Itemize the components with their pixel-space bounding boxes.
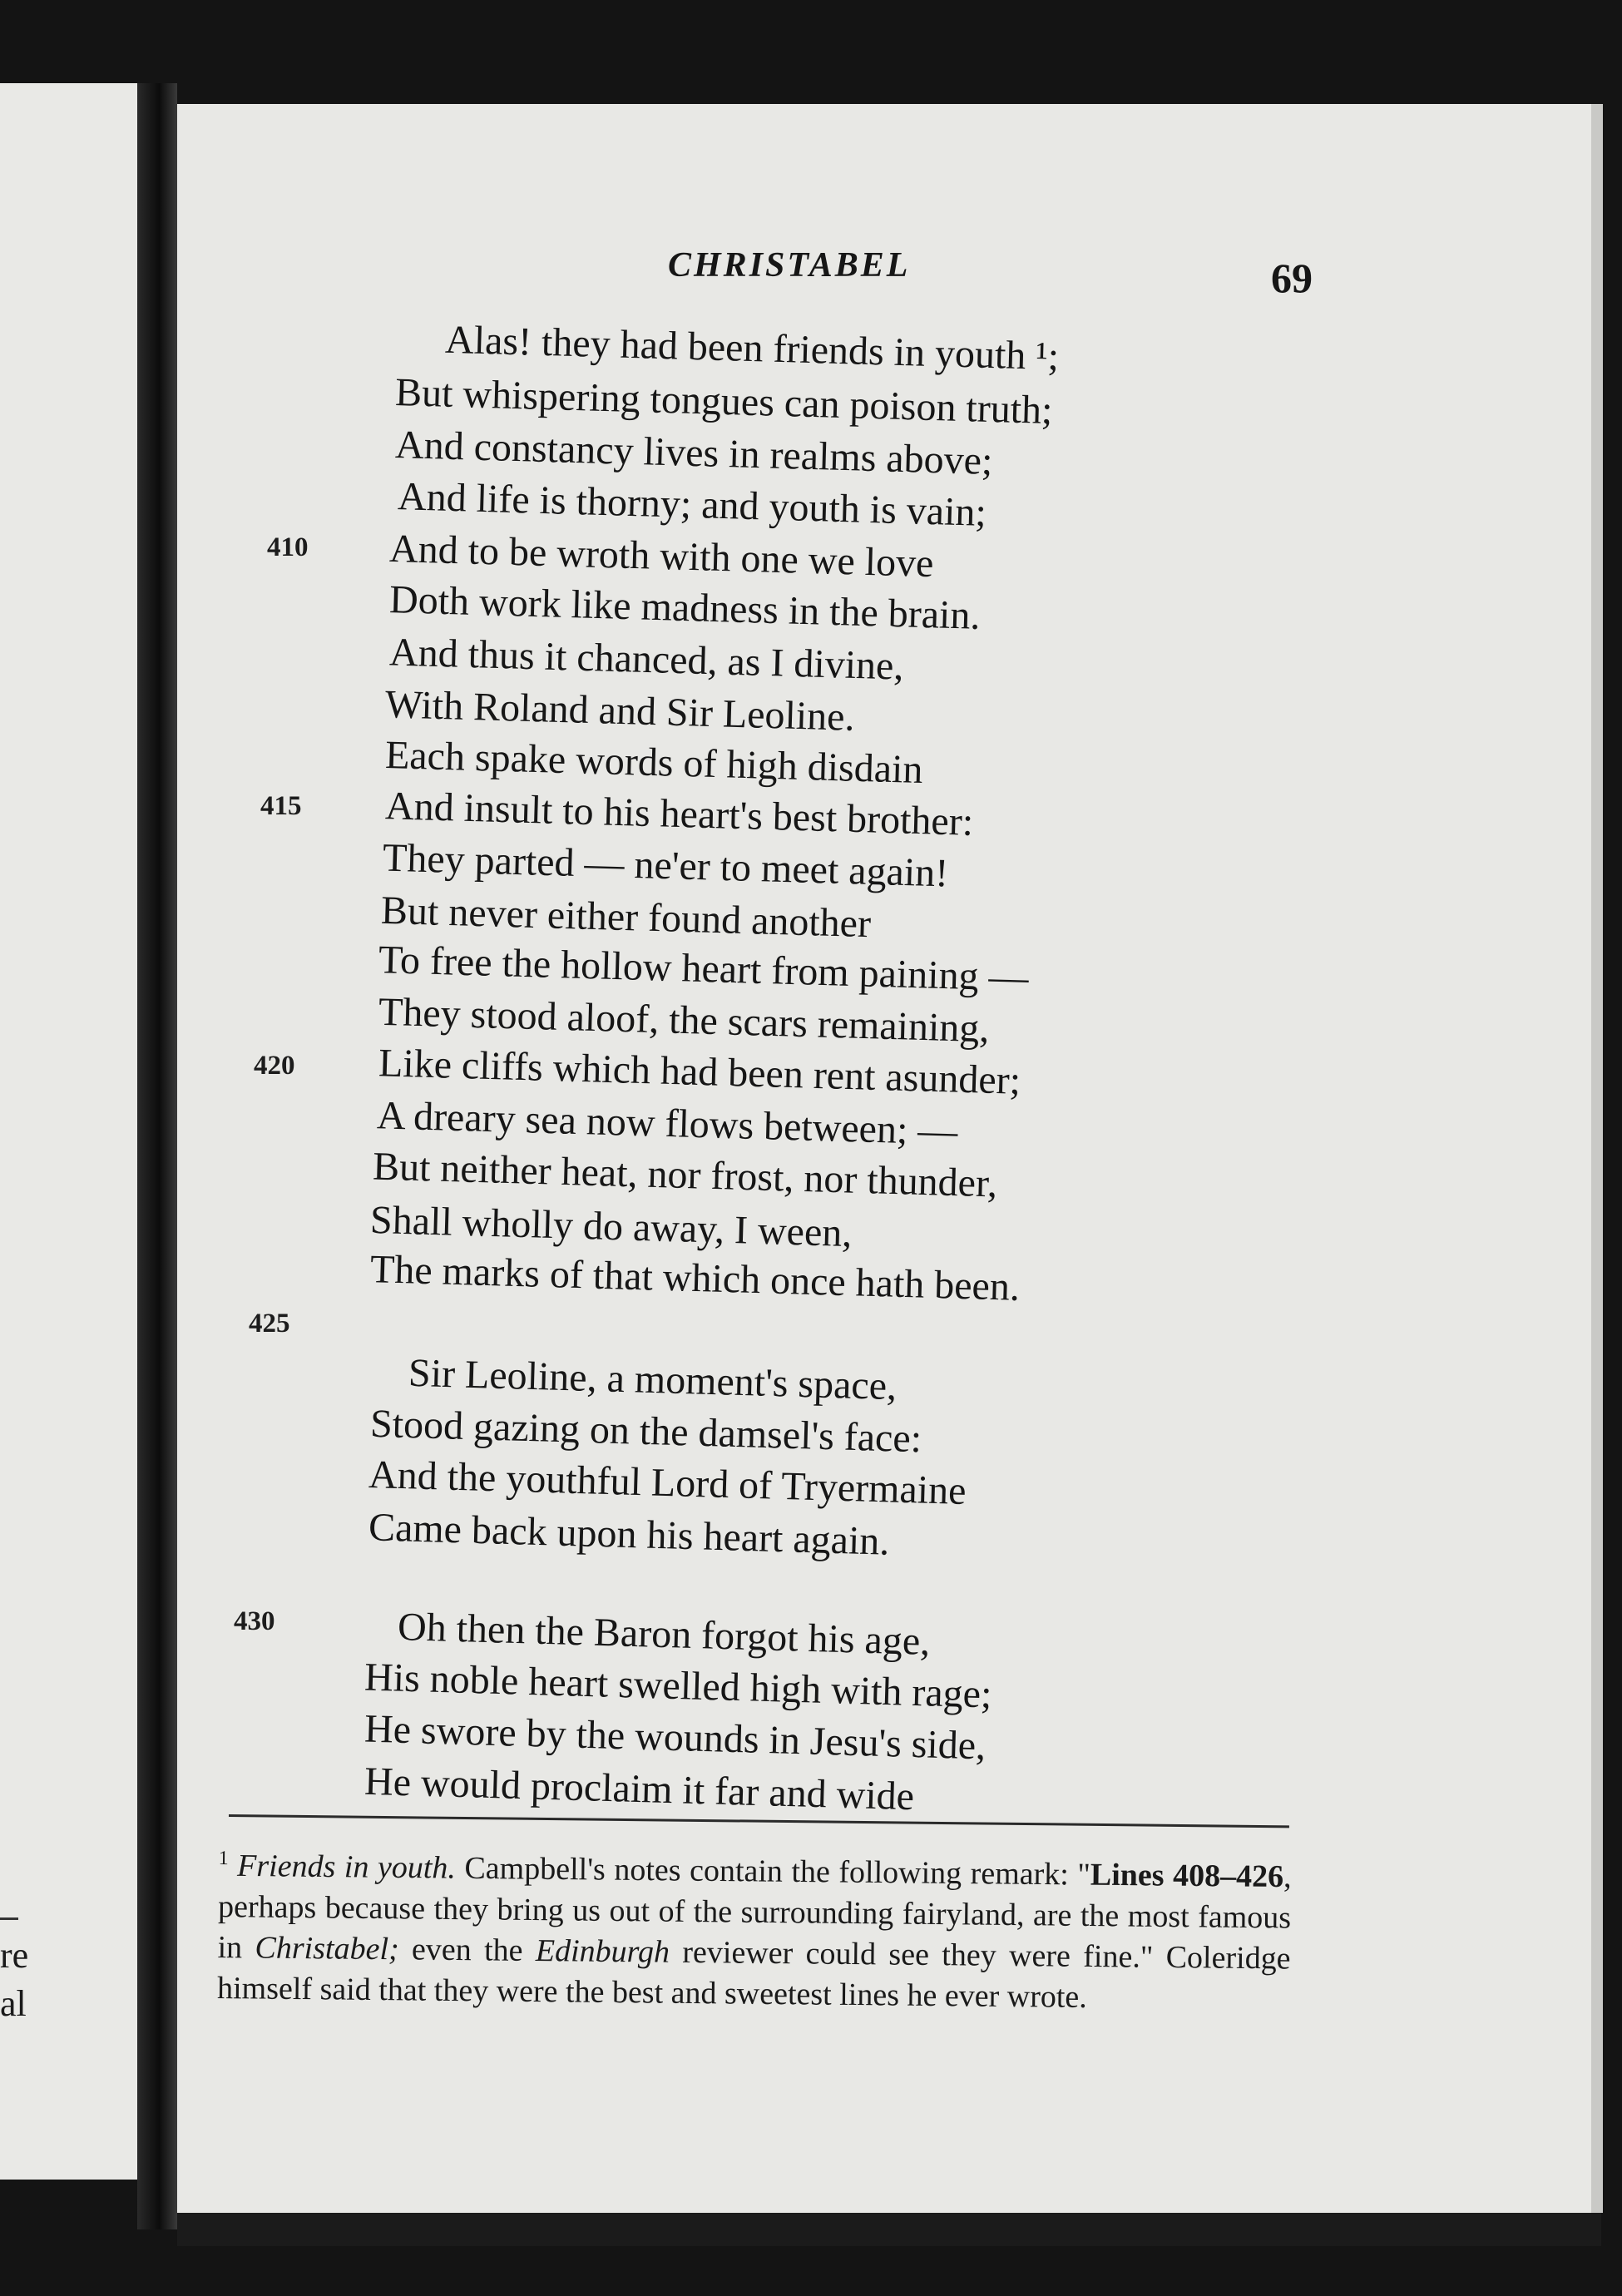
poem-line: They stood aloof, the scars remaining, xyxy=(378,989,991,1052)
footnote-work-title: Christabel; xyxy=(255,1930,399,1967)
poem-line: And insult to his heart's best brother: xyxy=(384,784,974,844)
poem-line: And to be wroth with one we love xyxy=(388,526,935,586)
poem-line: A dreary sea now flows between; — xyxy=(376,1093,959,1154)
poem-line: But never either found another xyxy=(380,888,872,947)
poem-line: Came back upon his heart again. xyxy=(368,1505,891,1564)
poem-line: He would proclaim it far and wide xyxy=(363,1759,915,1819)
footnote-marker: 1 xyxy=(218,1847,229,1870)
left-page-dash xyxy=(0,1917,18,1920)
poem-line: With Roland and Sir Leoline. xyxy=(384,682,856,740)
poem-line: Shall wholly do away, I ween, xyxy=(369,1197,853,1256)
line-number: 425 xyxy=(249,1309,290,1339)
running-head: CHRISTABEL xyxy=(668,246,911,285)
footnote-text: even the xyxy=(398,1931,537,1968)
line-number: 420 xyxy=(254,1051,295,1081)
poem-line: Stood gazing on the damsel's face: xyxy=(369,1401,922,1462)
poem-line: But neither heat, nor frost, nor thunder, xyxy=(372,1144,998,1206)
poem-line: Alas! they had been friends in youth ¹; xyxy=(444,317,1060,379)
line-number: 430 xyxy=(234,1606,275,1636)
book-bottom-edge xyxy=(177,2213,1601,2246)
poem-line: The marks of that which once hath been. xyxy=(369,1247,1021,1309)
poem-line: And the youthful Lord of Tryermaine xyxy=(368,1452,967,1514)
book-gutter xyxy=(137,83,177,2229)
poem-line: Oh then the Baron forgot his age, xyxy=(397,1605,931,1664)
poem-line: Each spake words of high disdain xyxy=(384,732,924,793)
left-page-fragment xyxy=(0,83,137,2180)
poem-line: Like cliffs which had been rent asunder; xyxy=(378,1041,1021,1103)
footnote-rule xyxy=(229,1814,1289,1828)
line-number: 415 xyxy=(260,791,302,821)
left-page-text: re xyxy=(0,1935,29,1976)
footnote-text: Campbell's notes contain the following remark: " xyxy=(455,1850,1091,1893)
poem-line: His noble heart swelled high with rage; xyxy=(363,1655,993,1717)
footnote xyxy=(217,1838,1292,2020)
poem-line: Doth work like madness in the brain. xyxy=(388,577,982,638)
footnote-text: , perhaps because they bring us out of the surrounding fairyland, are the most famous in xyxy=(217,1859,1292,1966)
page-number: 69 xyxy=(1271,255,1313,301)
poem-line: And thus it chanced, as I divine, xyxy=(388,630,905,689)
footnote-publication: Edinburgh xyxy=(535,1932,670,1970)
footnote-title: Friends in youth. xyxy=(236,1848,457,1886)
poem-line: He swore by the wounds in Jesu's side, xyxy=(363,1706,987,1769)
left-page-text: al xyxy=(0,1983,27,2024)
footnote-line-ref: Lines 408–426 xyxy=(1090,1857,1284,1895)
poem-line: And constancy lives in realms above; xyxy=(394,422,994,484)
book-page xyxy=(177,104,1603,2213)
poem-line: They parted — ne'er to meet again! xyxy=(382,835,949,896)
poem-line: But whispering tongues can poison truth; xyxy=(394,369,1054,433)
poem-line: And life is thorny; and youth is vain; xyxy=(397,474,987,535)
poem-line: To free the hollow heart from paining — xyxy=(378,938,1030,1000)
line-number: 410 xyxy=(267,532,309,562)
poem-line: Sir Leoline, a moment's space, xyxy=(408,1350,898,1409)
footnote-text: reviewer could see they were fine." Coleridge himself said that they were the best and sweetest lines he ever wrote. xyxy=(216,1934,1291,2015)
